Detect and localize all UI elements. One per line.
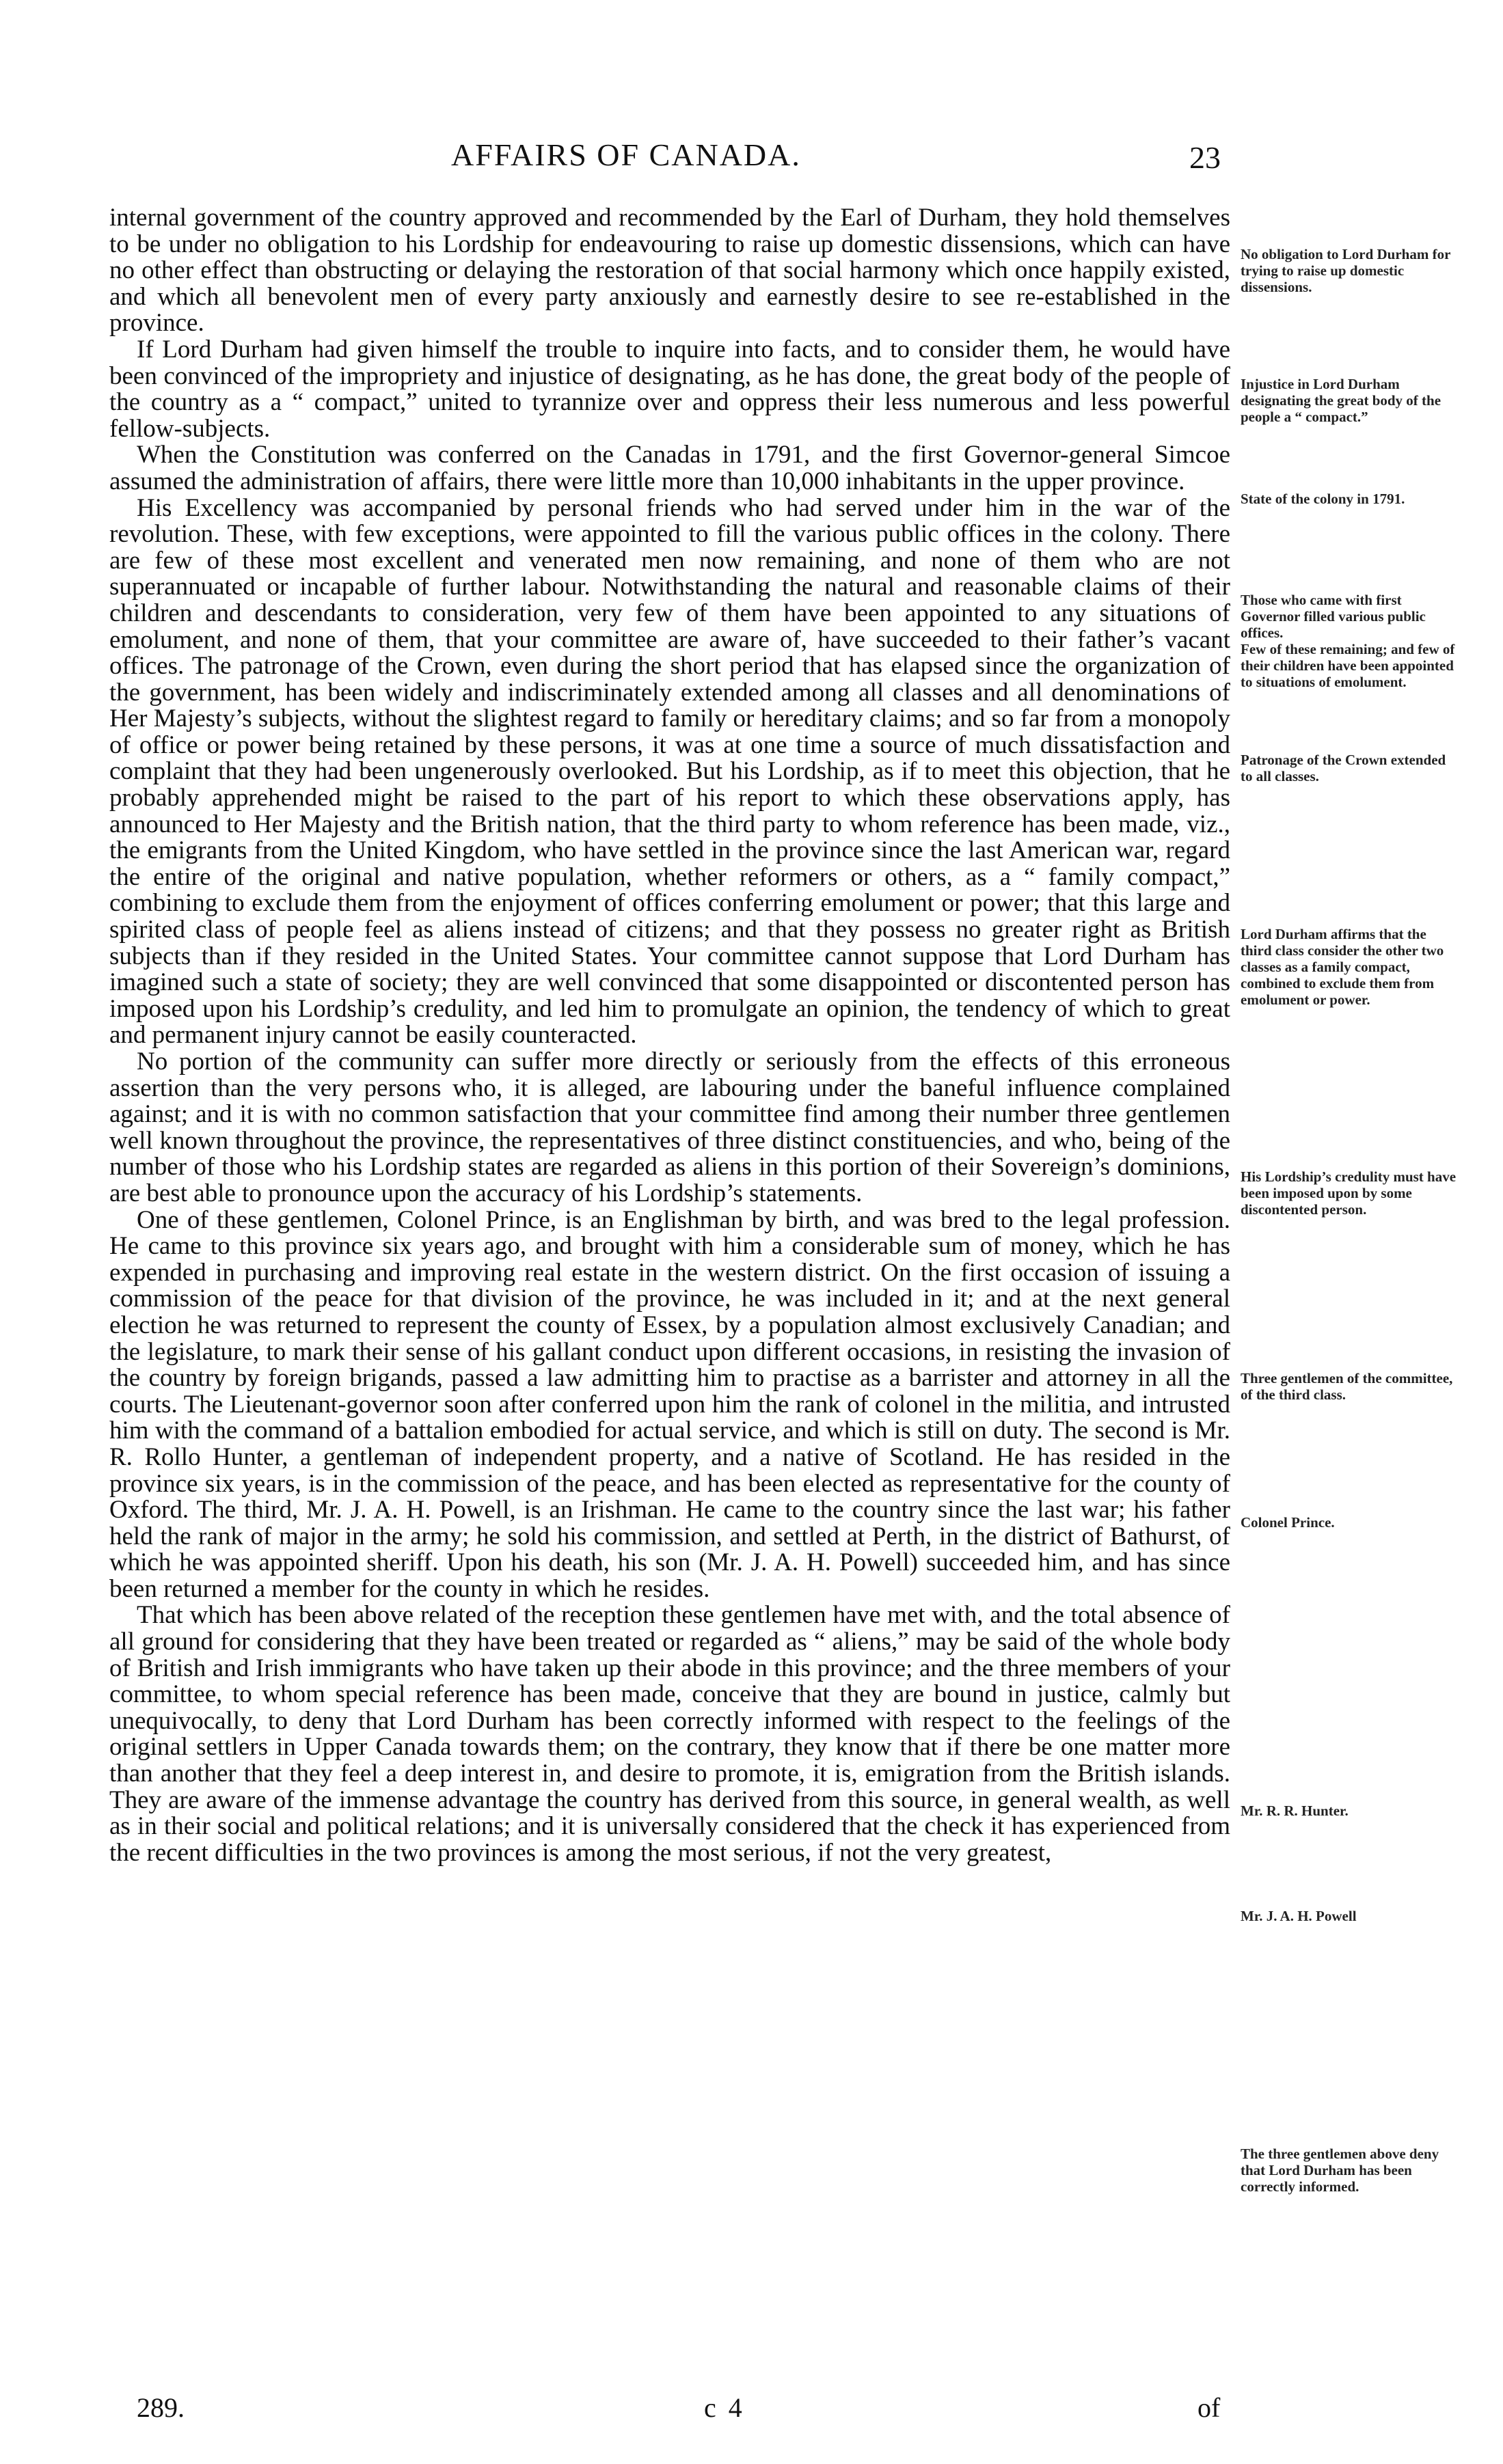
page-footer [0, 2392, 1503, 2433]
body-text [109, 205, 1230, 1866]
margin-note-obligation: No obligation to Lord Durham for trying to raise up domestic dissensions. [1241, 246, 1451, 295]
margin-note-three-gentlemen: Three gentlemen of the committee, of the third class. [1241, 1370, 1453, 1403]
margin-note-public-offices: Those who came with first Governor filled various public offices. [1241, 592, 1426, 641]
margin-note-colonel-prince: Colonel Prince. [1241, 1514, 1335, 1531]
margin-note-hunter: Mr. R. R. Hunter. [1241, 1803, 1349, 1819]
margin-note-patronage: Patronage of the Crown extended to all classes. [1241, 752, 1446, 784]
catchword: of [1197, 2392, 1221, 2423]
paragraph-1: internal government of the country approved and recommended by the Earl of Durham, they hold themselves to be under no obligation to his Lordship for endeavouring to raise up domestic dissensions, which can have no other effect than obstructing or delaying the restoration of that social harmony which once happily existed, and which all benevolent men of every party anxiously and earnestly desire to see re-established in the province. [109, 204, 1230, 338]
margin-note-compact: Injustice in Lord Durham designating the great body of the people a “ compact.” [1241, 376, 1441, 425]
running-title: AFFAIRS OF CANADA. [451, 137, 801, 172]
page-number: 23 [1189, 140, 1221, 175]
paragraph-4: His Excellency was accompanied by personal friends who had served under him in the war of the revolution. These, with few exceptions, were appointed to fill the various public offices in the colony. There are few of these most excellent and venerated men now remaining, and none of them who are not superannuated or incapable of further labour. Notwithstanding the natural and reasonable claims of their children and descendants to consideration, very few of them have been appointed to any situations of emolument, and none of them, that your committee are aware of, have succeeded to their father’s vacant offices. The patronage of the Crown, even during the short period that has elapsed since the organization of the government, has been widely and indiscriminately extended among all classes and all denominations of Her Majesty’s subjects, without the slightest regard to family or hereditary claims; and so far from a monopoly of office or power being retained by these persons, it was at one time a source of much dissatisfaction and complaint that they had been ungenerously overlooked. But his Lordship, as if to meet this objection, that he probably apprehended might be raised to the part of his report to which these observations apply, has announced to Her Majesty and the British nation, that the third party to whom reference has been made, viz., the emigrants from the United Kingdom, who have settled in the province since the last American war, regard the entire of the original and native population, whether reformers or others, as a “ family compact,” combining to exclude them from the enjoyment of offices conferring emolument or power; that this large and spirited class of people feel as aliens instead of citizens; and that they possess no greater right as British subjects than if they resided in the United States. Your committee cannot suppose that Lord Durham has imagined such a state of society; they are well convinced that some disappointed or discontented person has imposed upon his Lordship’s credulity, and led him to promulgate an opinion, the tendency of which to great and permanent injury cannot be easily counteracted. [109, 493, 1230, 1050]
margin-note-credulity: His Lordship’s credulity must have been imposed upon by some discontented person. [1241, 1168, 1457, 1218]
page-header [0, 137, 1503, 191]
margin-note-powell: Mr. J. A. H. Powell [1241, 1908, 1357, 1924]
paragraph-7: That which has been above related of the reception these gentlemen have met with, and the total absence of all ground for considering that they have been treated or regarded as “ aliens,” may be said of the whole body of British and Irish immigrants who have taken up their abode in this province; and the three members of your committee, to whom special reference has been made, conceive that they are bound in justice, calmly but unequivocally, to deny that Lord Durham has been correctly informed with respect to the feelings of the original settlers in Upper Canada towards them; on the contrary, they know that if there be one matter more than another that they feel a deep interest in, and desire to promote, it is, emigration from the British islands. They are aware of the immense advantage the country has derived from this source, in general wealth, as well as in their social and political relations; and it is universally considered that the check it has experienced from the recent difficulties in the two provinces is among the most serious, if not the very greatest, [109, 1601, 1230, 1867]
margin-note-few-remaining: Few of these remaining; and few of their children have been appointed to situations of emolument. [1241, 641, 1455, 690]
margin-note-family-compact: Lord Durham affirms that the third class consider the other two classes as a family compact, combined to exclude them from emolument or power. [1241, 926, 1444, 1008]
gathering-mark: c 4 [704, 2392, 745, 2423]
paragraph-2: If Lord Durham had given himself the trouble to inquire into facts, and to consider them, he would have been convinced of the impropriety and injustice of designating, as he has done, the great body of the people of the country as a “ compact,” united to tyrannize over and oppress their less numerous and less powerful fellow-subjects. [109, 335, 1230, 443]
paragraph-6: One of these gentlemen, Colonel Prince, is an Englishman by birth, and was bred to the legal profession. He came to this province six years ago, and brought with him a considerable sum of money, which he has expended in purchasing and improving real estate in the western district. On the first occasion of issuing a commission of the peace for that division of the province, he was included in it; and at the next general election he was returned to represent the county of Essex, by a population almost exclusively Canadian; and the legislature, to mark their sense of his gallant conduct upon different occasions, in resisting the invasion of the country by foreign brigands, passed a law admitting him to practise as a barrister and attorney in all the courts. The Lieutenant-governor soon after conferred upon him the rank of colonel in the militia, and intrusted him with the command of a battalion embodied for actual service, and which is still on duty. The second is Mr. R. Rollo Hunter, a gentleman of independent property, and a native of Scotland. He has resided in the province six years, is in the commission of the peace, and has been elected as representative for the county of Oxford. The third, Mr. J. A. H. Powell, is an Irishman. He came to the country since the last war; his father held the rank of major in the army; he sold his commission, and settled at Perth, in the district of Bathurst, of which he was appointed sheriff. Upon his death, his son (Mr. J. A. H. Powell) succeeded him, and has since been returned a member for the county in which he resides. [109, 1205, 1230, 1603]
margin-note-deny: The three gentlemen above deny that Lord Durham has been correctly informed. [1241, 2146, 1439, 2195]
margin-note-colony-1791: State of the colony in 1791. [1241, 491, 1405, 507]
paragraph-5: No portion of the community can suffer more directly or seriously from the effects of this erroneous assertion than the very persons who, it is alleged, are labouring under the baneful influence complained against; and it is with no common satisfaction that your committee find among their number three gentlemen well known throughout the province, the representatives of three distinct constituencies, and who, being of the number of those who his Lordship states are regarded as aliens in this portion of their Sovereign’s dominions, are best able to pronounce upon the accuracy of his Lordship’s statements. [109, 1048, 1230, 1207]
paragraph-3: When the Constitution was conferred on the Canadas in 1791, and the first Governor-general Simcoe assumed the administration of affairs, there were little more than 10,000 inhabitants in the upper province. [109, 441, 1230, 495]
signature-mark: 289. [137, 2392, 185, 2423]
